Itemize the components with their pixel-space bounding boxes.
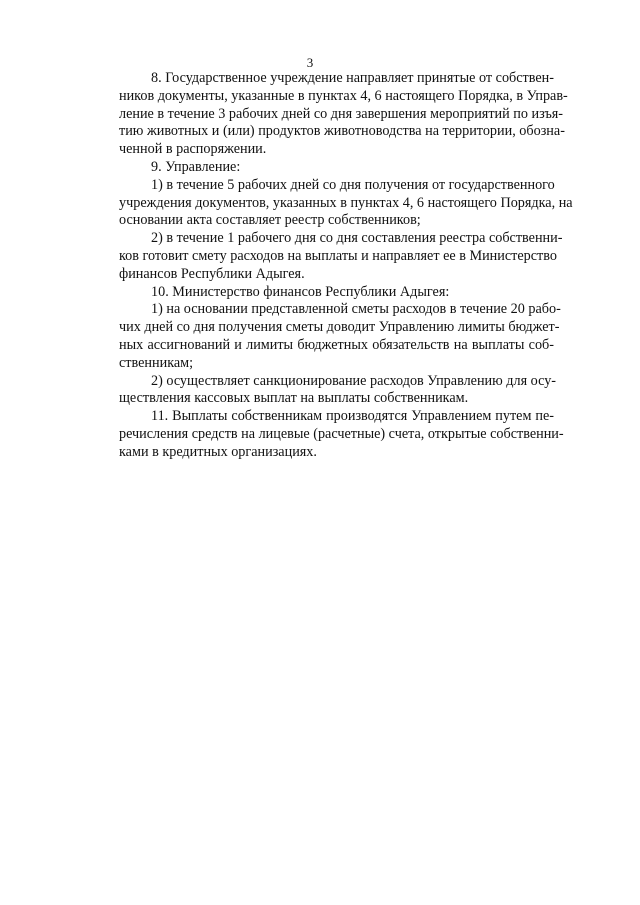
text-line: 2) осуществляет санкционирование расходов Управлению для осу- [151,372,557,389]
text-line: ченной в распоряжении. [119,141,267,158]
paragraph-10-item-2 [87,372,557,409]
text-line: 9. Управление: [151,158,241,175]
text-line: основании акта составляет реестр собственников; [119,212,421,229]
document-body [87,70,573,462]
paragraph-10 [87,284,554,302]
text-line: ственникам; [119,354,194,371]
text-line: 2) в течение 1 рабочего дня со дня составления реестра собственни- [151,230,563,247]
paragraph-11 [87,408,564,461]
paragraph-8 [87,70,568,159]
text-line: учреждения документов, указанных в пунктах 4, 6 настоящего Порядка, на [119,194,573,211]
text-line: речисления средств на лицевые (расчетные) счета, открытые собственни- [119,425,564,442]
paragraph-9-item-2 [87,230,563,283]
text-line: ников документы, указанные в пунктах 4, 6 настоящего Порядка, в Управ- [119,87,568,104]
text-line: ками в кредитных организациях. [119,443,317,460]
paragraph-9 [87,159,554,177]
text-line: чих дней со дня получения сметы доводит Управлению лимиты бюджет- [119,319,560,336]
paragraph-9-item-1 [87,176,573,230]
text-line: ществления кассовых выплат на выплаты собственникам. [119,390,469,407]
text-line: тию животных и (или) продуктов животноводства на территории, обозна- [119,123,565,140]
text-line: 11. Выплаты собственникам производятся Управлением путем пе- [151,408,554,425]
text-line: 1) в течение 5 рабочих дней со дня получения от государственного [151,176,555,193]
text-line: 8. Государственное учреждение направляет принятые от собствен- [151,70,554,86]
text-line: 10. Министерство финансов Республики Адыгея: [151,283,450,300]
paragraph-10-item-1 [87,301,561,372]
page-number: 3 [306,55,314,70]
text-line: финансов Республики Адыгея. [119,265,305,282]
text-line: ков готовит смету расходов на выплаты и направляет ее в Министерство [119,247,557,264]
text-line: ление в течение 3 рабочих дней со дня завершения мероприятий по изъя- [119,105,564,122]
text-line: ных ассигнований и лимиты бюджетных обязательств на выплаты соб- [119,336,554,353]
text-line: 1) на основании представленной сметы расходов в течение 20 рабо- [151,301,561,318]
